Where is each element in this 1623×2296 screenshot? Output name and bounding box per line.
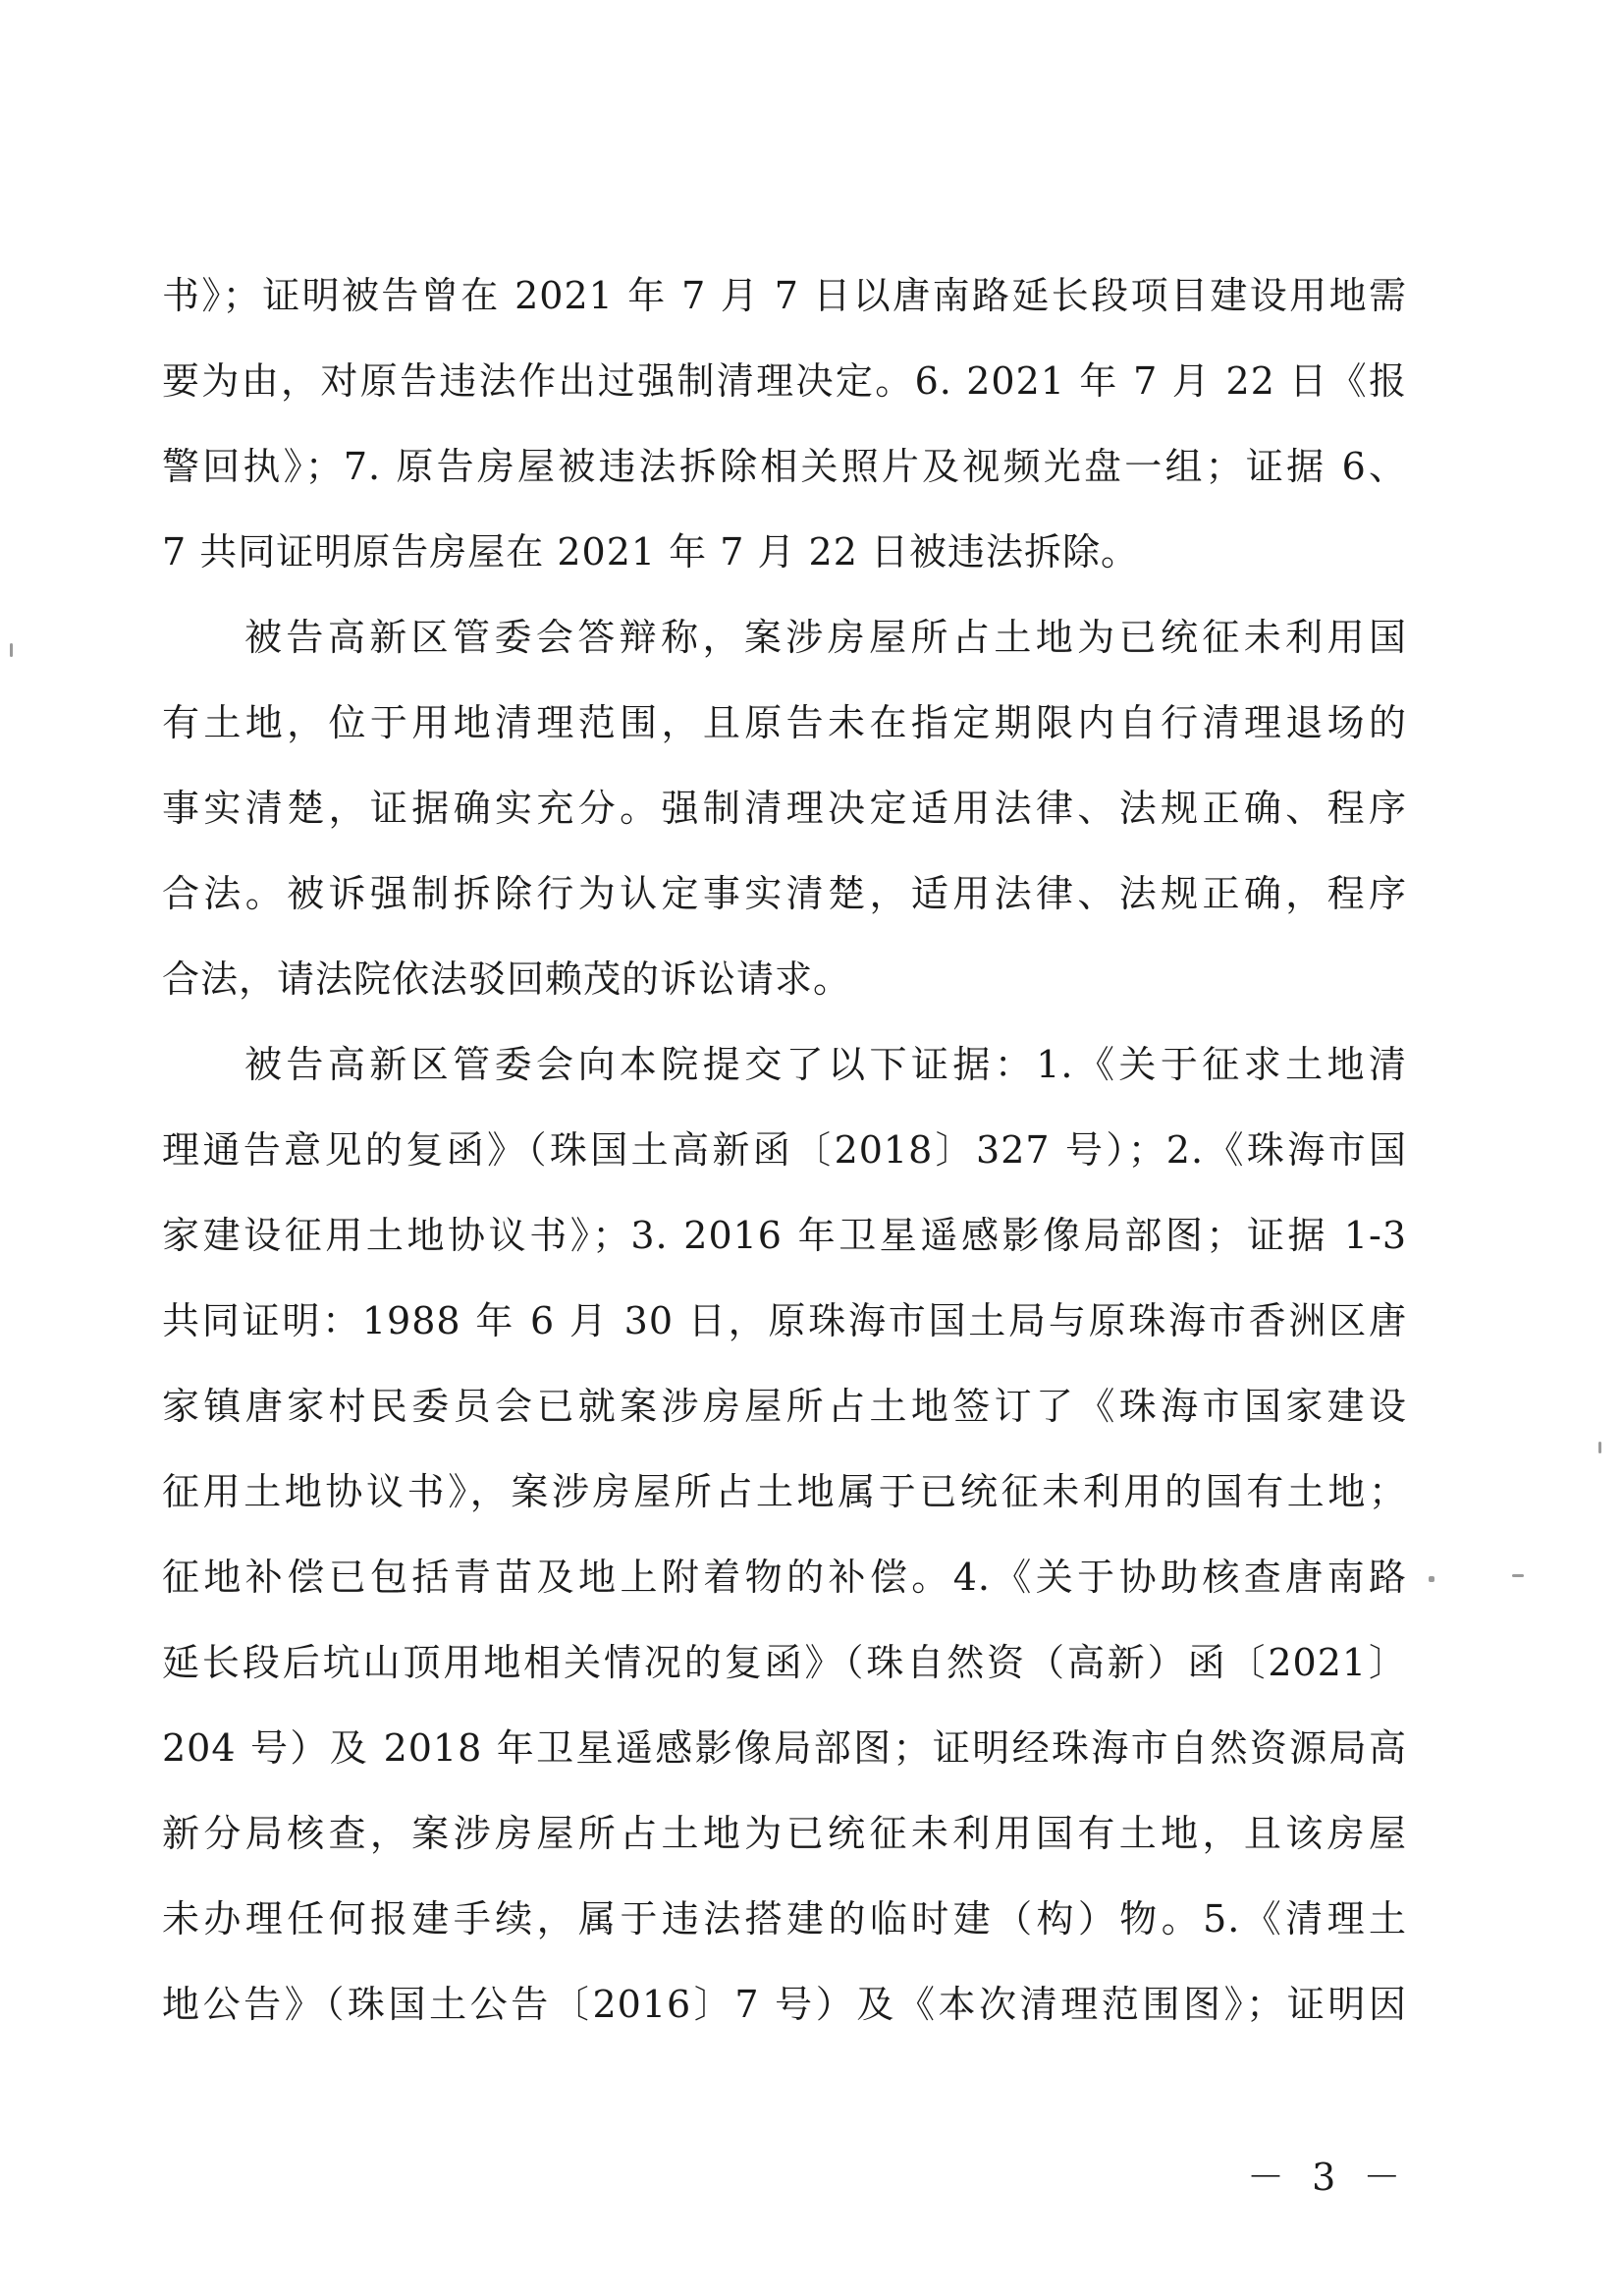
text-line: 书》；证明被告曾在 2021 年 7 月 7 日以唐南路延长段项目建设用地需 [162,274,1407,317]
text-line: 合法，请法院依法驳回赖茂的诉讼请求。 [162,957,852,1001]
text-line: 合法。被诉强制拆除行为认定事实清楚，适用法律、法规正确，程序 [162,872,1407,915]
text-line: 204 号）及 2018 年卫星遥感影像局部图；证明经珠海市自然资源局高 [162,1726,1407,1770]
text-line: 征用土地协议书》，案涉房屋所占土地属于已统征未利用的国有土地； [162,1470,1407,1513]
text-line: 警回执》；7. 原告房屋被违法拆除相关照片及视频光盘一组；证据 6、 [162,445,1407,488]
body-text [162,253,1407,2048]
text-line: 征地补偿已包括青苗及地上附着物的补偿。4.《关于协助核查唐南路 [162,1556,1407,1599]
text-line: 被告高新区管委会答辩称，案涉房屋所占土地为已统征未利用国 [244,616,1407,659]
text-line: 要为由，对原告违法作出过强制清理决定。6. 2021 年 7 月 22 日《报 [162,359,1407,403]
scan-speck [10,643,13,657]
page-number: － 3 － [1247,2156,1409,2199]
text-line: 未办理任何报建手续，属于违法搭建的临时建（构）物。5.《清理土 [162,1897,1407,1941]
scan-speck [1512,1574,1524,1577]
text-line: 7 共同证明原告房屋在 2021 年 7 月 22 日被违法拆除。 [162,530,1139,574]
scan-speck [1429,1576,1434,1582]
text-line: 地公告》（珠国土公告〔2016〕7 号）及《本次清理范围图》；证明因 [162,1983,1407,2026]
text-line: 家镇唐家村民委员会已就案涉房屋所占土地签订了《珠海市国家建设 [162,1385,1407,1428]
text-line: 新分局核查，案涉房屋所占土地为已统征未利用国有土地，且该房屋 [162,1812,1407,1855]
text-line: 家建设征用土地协议书》；3. 2016 年卫星遥感影像局部图；证据 1-3 [162,1214,1407,1257]
text-line: 理通告意见的复函》（珠国土高新函〔2018〕327 号）；2.《珠海市国 [162,1128,1407,1172]
text-line: 共同证明：1988 年 6 月 30 日，原珠海市国土局与原珠海市香洲区唐 [162,1299,1407,1342]
text-line: 事实清楚，证据确实充分。强制清理决定适用法律、法规正确、程序 [162,787,1407,830]
text-line: 延长段后坑山顶用地相关情况的复函》（珠自然资（高新）函〔2021〕 [162,1641,1407,1684]
text-line: 被告高新区管委会向本院提交了以下证据：1.《关于征求土地清 [244,1043,1407,1086]
text-line: 有土地，位于用地清理范围，且原告未在指定期限内自行清理退场的 [162,701,1407,744]
scan-speck [1598,1442,1601,1453]
